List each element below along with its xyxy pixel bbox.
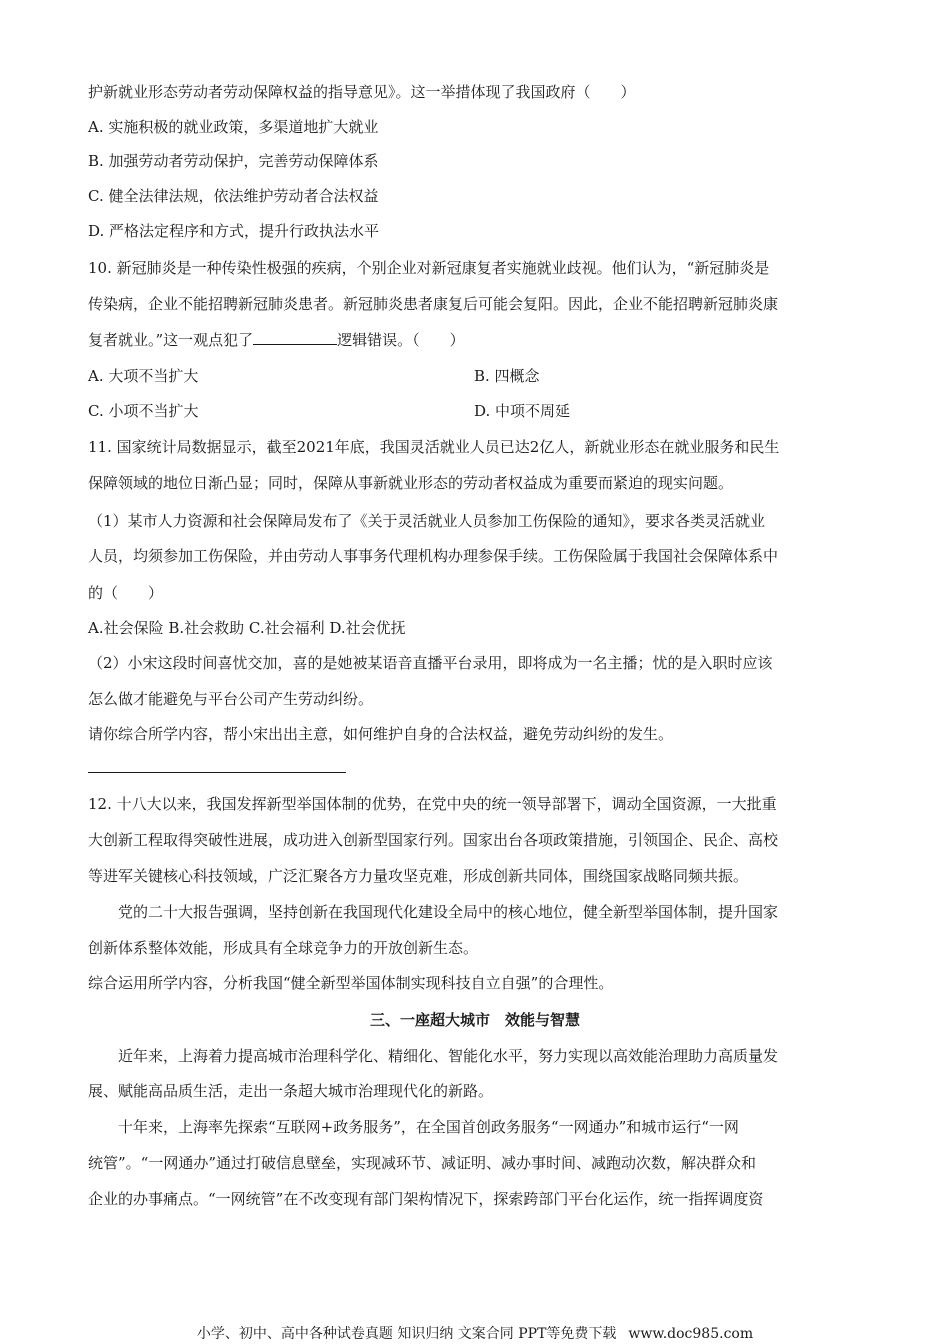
q10-option-b: B. 四概念	[474, 367, 540, 385]
section3-p2-line-1: 十年来，上海率先探索“互联网+政务服务”，在全国首创政务服务“一网通办”和城市运行“一网	[118, 1118, 739, 1136]
q11-sub1-line-1: （1）某市人力资源和社会保障局发布了《关于灵活就业人员参加工伤保险的通知》，要求各类灵活就业	[88, 512, 766, 530]
q9-option-a: A. 实施积极的就业政策，多渠道地扩大就业	[88, 118, 379, 136]
answer-blank	[253, 330, 337, 345]
q11-sub1-line-3: 的（ ）	[88, 584, 164, 602]
q10-line-3-b: 逻辑错误。（ ）	[337, 331, 465, 349]
q10-option-c: C. 小项不当扩大	[88, 402, 199, 420]
q12-line-3: 等进军关键核心科技领域，广泛汇聚各方力量攻坚克难，形成创新共同体，围绕国家战略同频共振。	[88, 867, 749, 885]
footer-text: 小学、初中、高中各种试卷真题 知识归纳 文案合同 PPT等免费下载	[196, 1326, 617, 1342]
page-footer	[0, 1325, 950, 1343]
section3-p1-line-2: 展、赋能高品质生活，走出一条超大城市治理现代化的新路。	[88, 1082, 494, 1100]
q12-line-2: 大创新工程取得突破性进展，成功进入创新型国家行列。国家出台各项政策措施，引领国企、民企、高校	[88, 831, 779, 849]
q10-line-3-a: 复者就业。”这一观点犯了	[88, 331, 254, 349]
q11-line-1: 11. 国家统计局数据显示，截至2021年底，我国灵活就业人员已达2亿人，新就业形态在就业服务和民生	[88, 438, 780, 456]
q12-line-6: 综合运用所学内容，分析我国“健全新型举国体制实现科技自立自强”的合理性。	[88, 974, 614, 992]
q9-option-b: B. 加强劳动者劳动保护，完善劳动保障体系	[88, 152, 379, 170]
q12-line-4: 党的二十大报告强调，坚持创新在我国现代化建设全局中的核心地位，健全新型举国体制，提升国家	[118, 903, 779, 921]
footer-url[interactable]: www.doc985.com	[628, 1326, 754, 1342]
q11-sub2-line-3: 请你综合所学内容，帮小宋出出主意，如何维护自身的合法权益，避免劳动纠纷的发生。	[88, 725, 674, 743]
q10-line-1: 10. 新冠肺炎是一种传染性极强的疾病，个别企业对新冠康复者实施就业歧视。他们认为，“新冠肺炎是	[88, 259, 770, 277]
q9-stem-tail: 护新就业形态劳动者劳动保障权益的指导意见》。这一举措体现了我国政府（ ）	[88, 83, 636, 101]
q10-option-d: D. 中项不周延	[474, 402, 571, 420]
q10-line-3	[88, 330, 465, 350]
q12-line-5: 创新体系整体效能，形成具有全球竞争力的开放创新生态。	[88, 939, 479, 957]
q9-option-c: C. 健全法律法规，依法维护劳动者合法权益	[88, 187, 379, 205]
q11-sub2-line-2: 怎么做才能避免与平台公司产生劳动纠纷。	[88, 690, 374, 708]
section3-p1-line-1: 近年来，上海着力提高城市治理科学化、精细化、智能化水平，努力实现以高效能治理助力高质量发	[118, 1047, 779, 1065]
q12-line-1: 12. 十八大以来，我国发挥新型举国体制的优势，在党中央的统一领导部署下，调动全国资源，一大批重	[88, 795, 777, 813]
q11-sub1-line-2: 人员，均须参加工伤保险，并由劳动人事事务代理机构办理参保手续。工伤保险属于我国社会保障体系中	[88, 547, 779, 565]
answer-line	[88, 772, 346, 773]
section3-p2-line-2: 统管”。“一网通办”通过打破信息壁垒，实现减环节、减证明、减办事时间、减跑动次数，解决群众和	[88, 1154, 757, 1172]
section-title: 三、一座超大城市 效能与智慧	[369, 1011, 580, 1029]
q11-sub2-line-1: （2）小宋这段时间喜忧交加，喜的是她被某语音直播平台录用，即将成为一名主播；忧的是入职时应该	[88, 654, 773, 672]
q10-option-a: A. 大项不当扩大	[88, 367, 199, 385]
q9-option-d: D. 严格法定程序和方式，提升行政执法水平	[88, 222, 380, 240]
section3-p2-line-3: 企业的办事痛点。“一网统管”在不改变现有部门架构情况下，探索跨部门平台化运作，统一指挥调度资	[88, 1190, 764, 1208]
q11-sub1-options: A.社会保险 B.社会救助 C.社会福利 D.社会优抚	[88, 619, 406, 637]
q11-line-2: 保障领域的地位日渐凸显；同时，保障从事新就业形态的劳动者权益成为重要而紧迫的现实问题。	[88, 474, 734, 492]
q10-line-2: 传染病，企业不能招聘新冠肺炎患者。新冠肺炎患者康复后可能会复阳。因此，企业不能招聘新冠肺炎康	[88, 295, 779, 313]
